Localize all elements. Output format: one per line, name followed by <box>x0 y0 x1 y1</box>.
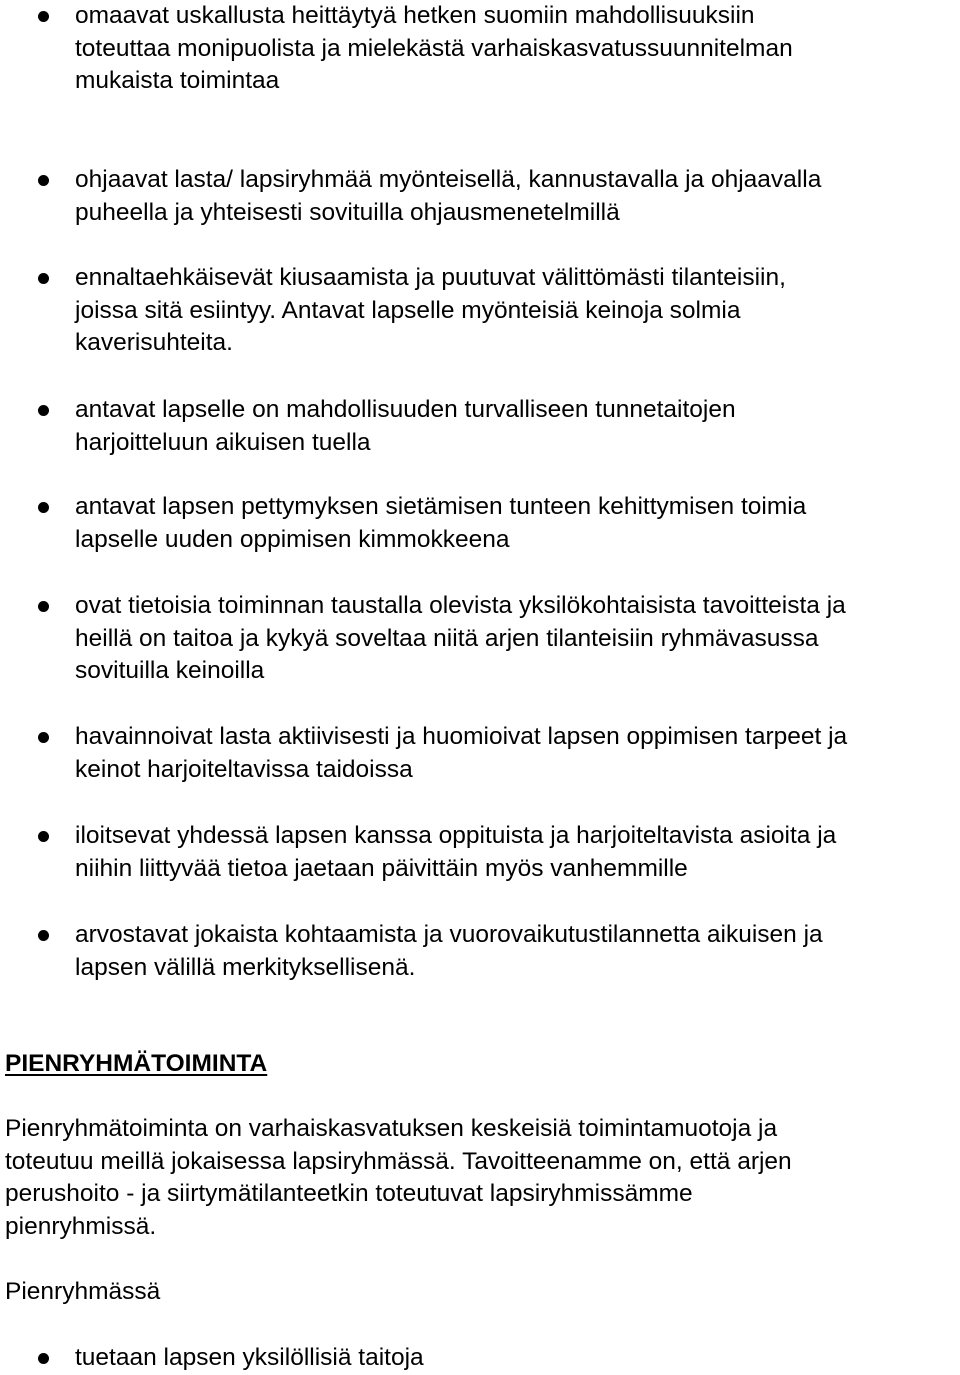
list-item-text: antavat lapsen pettymyksen sietämisen tunteen kehittymisen toimia lapselle uuden oppimisen kimmokkeena <box>75 493 807 553</box>
list-item-text: tuetaan lapsen yksilöllisiä taitoja <box>75 1344 424 1371</box>
bullet-icon <box>38 502 49 513</box>
bullet-icon <box>38 11 49 22</box>
list-item-text: antavat lapselle on mahdollisuuden turvalliseen tunnetaitojen harjoitteluun aikuisen tuella <box>75 396 736 456</box>
section-paragraph: Pienryhmätoiminta on varhaiskasvatuksen keskeisiä toimintamuotoja ja toteutuu meillä jokaisessa lapsiryhmässä. Tavoitteenamme on, että arjen perushoito - ja siirtymätilanteetkin toteutuvat lapsiryhmissämme pienryhmissä. <box>5 1115 792 1240</box>
bullet-icon <box>38 273 49 284</box>
bullet-icon <box>38 930 49 941</box>
list-item-text: ovat tietoisia toiminnan taustalla olevista yksilökohtaisista tavoitteista ja heillä on taitoa ja kykyä soveltaa niitä arjen tilanteisiin ryhmävasussa sovituilla keinoilla <box>75 592 846 684</box>
list-item-text: ennaltaehkäisevät kiusaamista ja puutuvat välittömästi tilanteisiin, joissa sitä esiintyy. Antavat lapselle myönteisiä keinoja solmia kaverisuhteita. <box>75 264 786 356</box>
section-subheading: Pienryhmässä <box>5 1278 161 1305</box>
bullet-icon <box>38 405 49 416</box>
section-heading: PIENRYHMÄTOIMINTA <box>5 1050 268 1077</box>
bullet-icon <box>38 175 49 186</box>
list-item-text: havainnoivat lasta aktiivisesti ja huomioivat lapsen oppimisen tarpeet ja keinot harjoiteltavissa taidoissa <box>75 723 848 783</box>
bullet-icon <box>38 1353 49 1364</box>
bullet-icon <box>38 601 49 612</box>
list-item-text: omaavat uskallusta heittäytyä hetken suomiin mahdollisuuksiin toteuttaa monipuolista ja mielekästä varhaiskasvatussuunnitelman mukaista toimintaa <box>75 2 793 94</box>
list-item-text: arvostavat jokaista kohtaamista ja vuorovaikutustilannetta aikuisen ja lapsen välillä merkityksellisenä. <box>75 921 823 981</box>
bullet-icon <box>38 831 49 842</box>
list-item-text: ohjaavat lasta/ lapsiryhmää myönteisellä, kannustavalla ja ohjaavalla puheella ja yhteisesti sovituilla ohjausmenetelmillä <box>75 166 822 226</box>
bullet-icon <box>38 732 49 743</box>
list-item-text: iloitsevat yhdessä lapsen kanssa oppituista ja harjoiteltavista asioita ja niihin liittyvää tietoa jaetaan päivittäin myös vanhemmille <box>75 822 837 882</box>
